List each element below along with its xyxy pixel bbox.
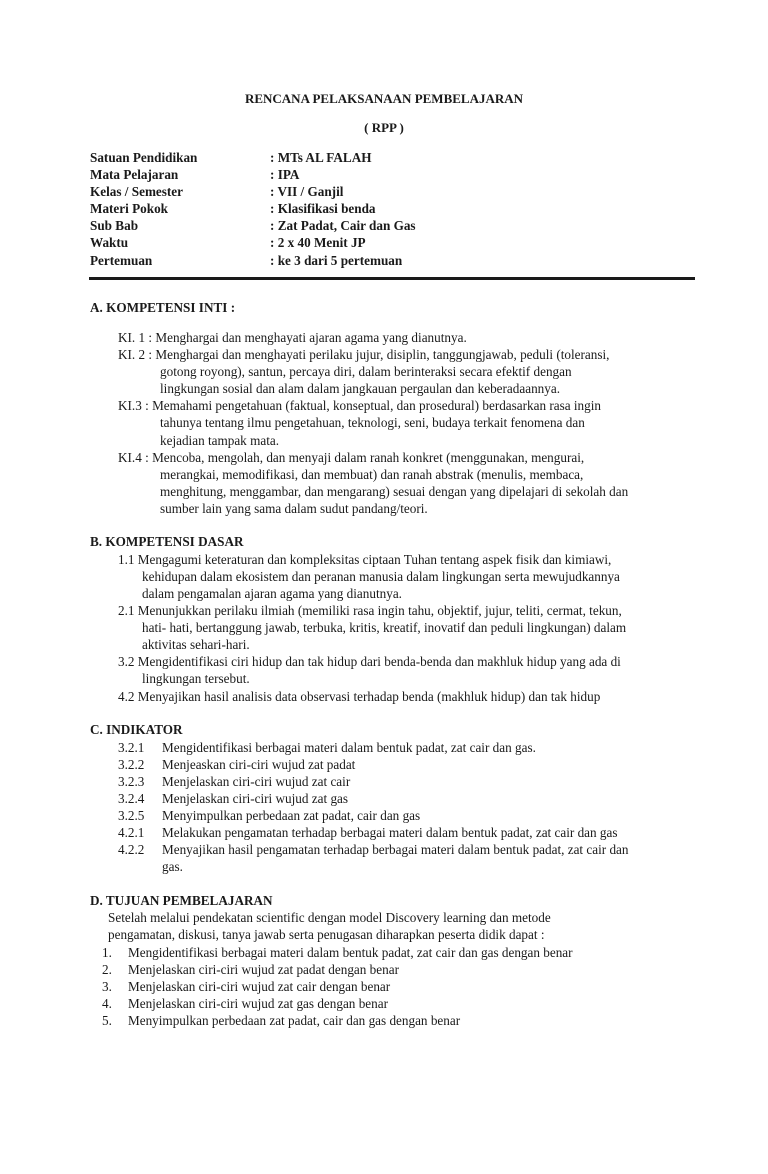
tujuan-item: Menyimpulkan perbedaan zat padat, cair dan gas dengan benar (128, 1013, 461, 1028)
identity-value-waktu: : 2 x 40 Menit JP (270, 235, 366, 250)
section-c-heading: C. INDIKATOR (90, 722, 183, 737)
kd-2-1-line: 2.1 Menunjukkan perilaku ilmiah (memiliki rasa ingin tahu, objektif, jujur, teliti, cermat, tekun, (118, 603, 622, 618)
ki-2-line: KI. 2 : Menghargai dan menghayati perilaku jujur, disiplin, tanggungjawab, peduli (toleransi, (118, 347, 610, 362)
kd-3-2-line: 3.2 Mengidentifikasi ciri hidup dan tak hidup dari benda-benda dan makhluk hidup yang ada di (118, 654, 621, 669)
document-subtitle: ( RPP ) (364, 120, 404, 135)
indicator-text: Menjeaskan ciri-ciri wujud zat padat (162, 757, 356, 772)
indicator-text: Menyimpulkan perbedaan zat padat, cair dan gas (162, 808, 421, 823)
kd-4-2-line: 4.2 Menyajikan hasil analisis data observasi terhadap benda (makhluk hidup) dan tak hidup (118, 689, 601, 704)
indicator-number: 3.2.4 (118, 791, 145, 806)
indicator-continuation: gas. (162, 859, 183, 874)
tujuan-number: 5. (102, 1013, 112, 1028)
kd-1-1-continuation: kehidupan dalam ekosistem dan peranan manusia dalam lingkungan serta mewujudkannya (142, 569, 620, 584)
identity-label-subbab: Sub Bab (90, 218, 139, 233)
identity-label-mapel: Mata Pelajaran (90, 167, 179, 182)
indicator-number: 4.2.1 (118, 825, 145, 840)
kd-1-1-continuation: dalam pengamalan ajaran agama yang dianutnya. (142, 586, 402, 601)
tujuan-item: Menjelaskan ciri-ciri wujud zat cair dengan benar (128, 979, 391, 994)
tujuan-item: Menjelaskan ciri-ciri wujud zat gas dengan benar (128, 996, 388, 1011)
ki-4-continuation: sumber lain yang sama dalam sudut pandang/teori. (160, 501, 428, 516)
kd-3-2-continuation: lingkungan tersebut. (142, 671, 250, 686)
indicator-text: Melakukan pengamatan terhadap berbagai materi dalam bentuk padat, zat cair dan gas (162, 825, 618, 840)
tujuan-number: 1. (102, 945, 112, 960)
identity-label-waktu: Waktu (90, 235, 129, 250)
kd-2-1-continuation: hati- hati, bertanggung jawab, terbuka, kritis, kreatif, inovatif dan peduli lingkungan) dalam (142, 620, 627, 635)
identity-label-materi: Materi Pokok (90, 201, 169, 216)
section-b-heading: B. KOMPETENSI DASAR (90, 534, 244, 549)
indicator-number: 3.2.2 (118, 757, 145, 772)
identity-value-subbab: : Zat Padat, Cair dan Gas (270, 218, 416, 233)
document-title: RENCANA PELAKSANAAN PEMBELAJARAN (244, 91, 524, 106)
indicator-number: 4.2.2 (118, 842, 145, 857)
indicator-number: 3.2.5 (118, 808, 145, 823)
ki-2-continuation: gotong royong), santun, percaya diri, dalam berinteraksi secara efektif dengan (160, 364, 572, 379)
ki-3-line: KI.3 : Memahami pengetahuan (faktual, konseptual, dan prosedural) berdasarkan rasa ingin (118, 398, 602, 413)
identity-value-mapel: : IPA (270, 167, 300, 182)
tujuan-number: 3. (102, 979, 112, 994)
identity-value-satuan: : MTs AL FALAH (270, 150, 372, 165)
ki-4-continuation: menghitung, menggambar, dan mengarang) sesuai dengan yang dipelajari di sekolah dan (160, 484, 629, 499)
indicator-text: Mengidentifikasi berbagai materi dalam bentuk padat, zat cair dan gas. (162, 740, 536, 755)
ki-1-line: KI. 1 : Menghargai dan menghayati ajaran agama yang dianutnya. (118, 330, 467, 345)
identity-value-pertemuan: : ke 3 dari 5 pertemuan (270, 253, 403, 268)
identity-label-kelas: Kelas / Semester (90, 184, 184, 199)
ki-3-continuation: tahunya tentang ilmu pengetahuan, teknologi, seni, budaya terkait fenomena dan (160, 415, 585, 430)
indicator-number: 3.2.1 (118, 740, 145, 755)
kd-2-1-continuation: aktivitas sehari-hari. (142, 637, 250, 652)
section-a-heading: A. KOMPETENSI INTI : (90, 300, 236, 315)
tujuan-item: Menjelaskan ciri-ciri wujud zat padat dengan benar (128, 962, 399, 977)
identity-label-pertemuan: Pertemuan (90, 253, 153, 268)
tujuan-item: Mengidentifikasi berbagai materi dalam bentuk padat, zat cair dan gas dengan benar (128, 945, 573, 960)
tujuan-number: 4. (102, 996, 112, 1011)
kd-1-1-line: 1.1 Mengagumi keteraturan dan kompleksitas ciptaan Tuhan tentang aspek fisik dan kimiawi, (118, 552, 612, 567)
identity-label-satuan: Satuan Pendidikan (90, 150, 198, 165)
ki-4-continuation: merangkai, memodifikasi, dan membuat) dan ranah abstrak (menulis, membaca, (160, 467, 584, 482)
header-divider (89, 277, 695, 280)
indicator-text: Menjelaskan ciri-ciri wujud zat cair (162, 774, 351, 789)
identity-value-materi: : Klasifikasi benda (270, 201, 376, 216)
identity-value-kelas: : VII / Ganjil (270, 184, 344, 199)
section-d-heading: D. TUJUAN PEMBELAJARAN (90, 893, 273, 908)
tujuan-intro: pengamatan, diskusi, tanya jawab serta penugasan diharapkan peserta didik dapat : (108, 927, 545, 942)
indicator-text: Menyajikan hasil pengamatan terhadap berbagai materi dalam bentuk padat, zat cair dan (162, 842, 629, 857)
ki-2-continuation: lingkungan sosial dan alam dalam jangkauan pergaulan dan keberadaannya. (160, 381, 560, 396)
indicator-text: Menjelaskan ciri-ciri wujud zat gas (162, 791, 349, 806)
ki-4-line: KI.4 : Mencoba, mengolah, dan menyaji dalam ranah konkret (menggunakan, mengurai, (118, 450, 585, 465)
tujuan-number: 2. (102, 962, 112, 977)
ki-3-continuation: kejadian tampak mata. (160, 433, 280, 448)
indicator-number: 3.2.3 (118, 774, 145, 789)
tujuan-intro: Setelah melalui pendekatan scientific dengan model Discovery learning dan metode (108, 910, 551, 925)
